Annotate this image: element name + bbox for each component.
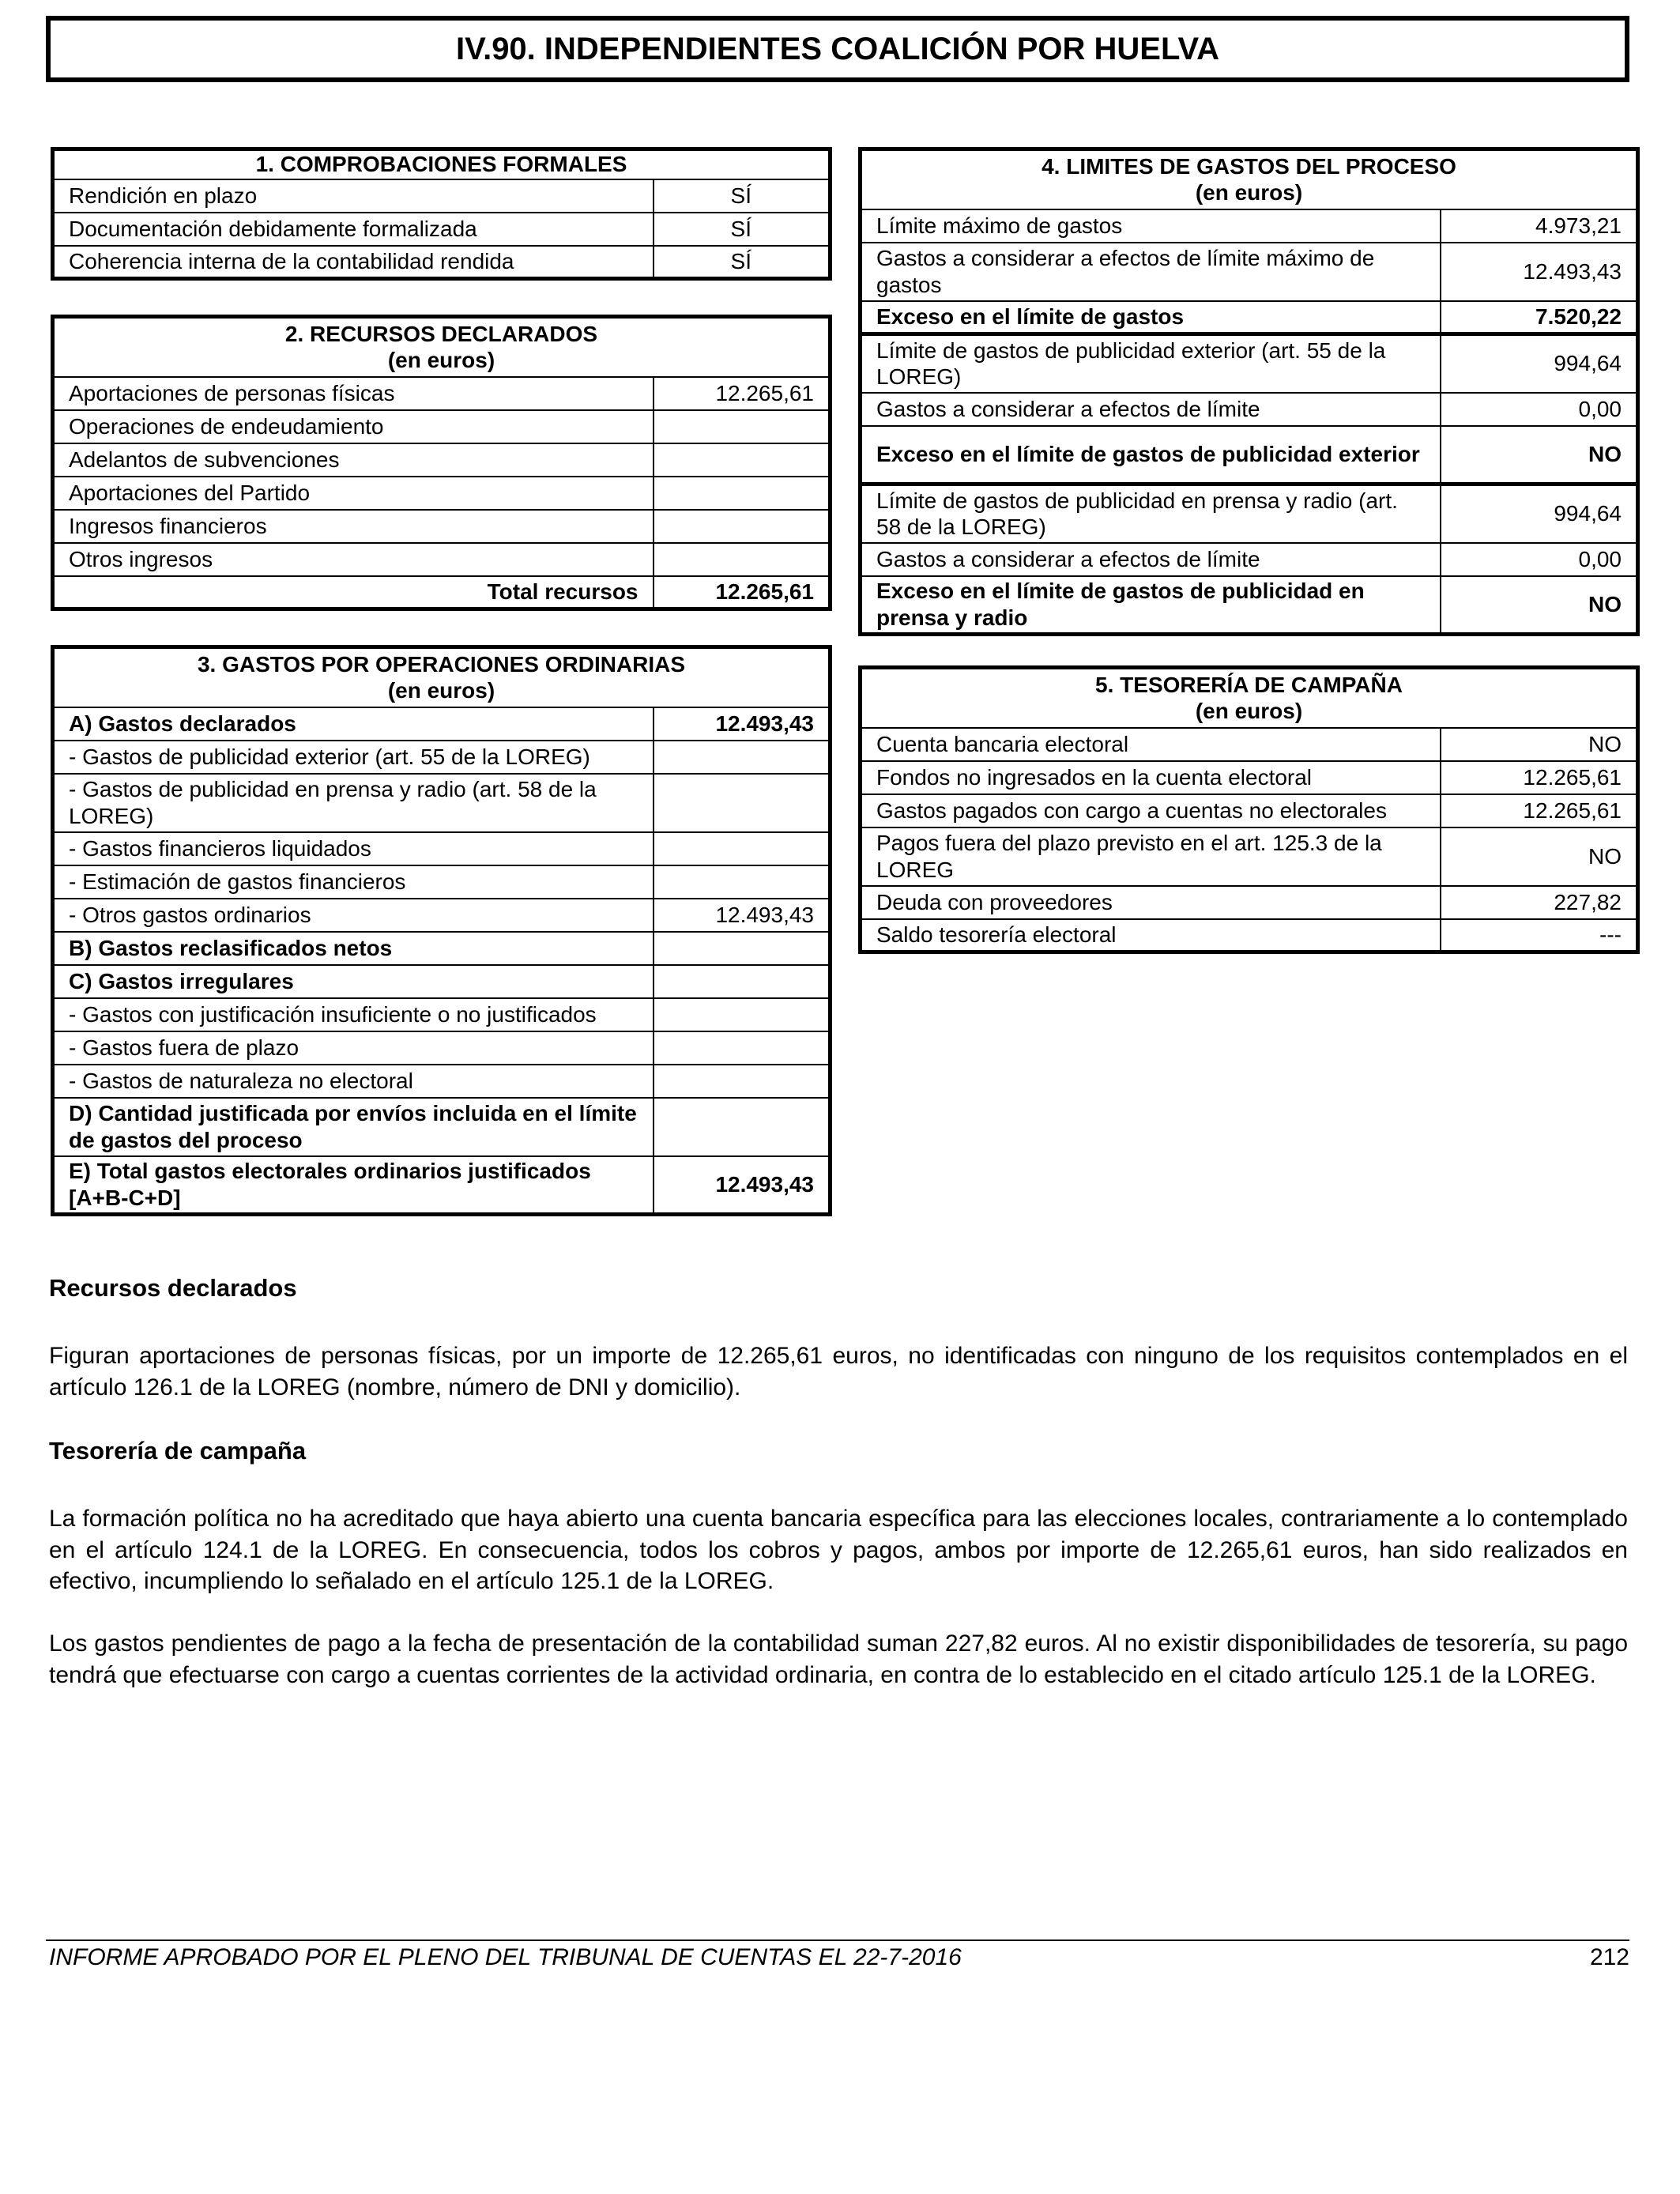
table-row: D) Cantidad justificada por envíos incluida en el límite de gastos del proceso bbox=[53, 1098, 831, 1156]
table-row: Aportaciones de personas físicas 12.265,61 bbox=[53, 377, 831, 410]
table-row: A) Gastos declarados 12.493,43 bbox=[53, 707, 831, 741]
table-row: Adelantos de subvenciones bbox=[53, 443, 831, 477]
table-row: Rendición en plazo SÍ bbox=[53, 179, 831, 213]
table-row: Exceso en el límite de gastos 7.520,22 bbox=[861, 301, 1638, 334]
paragraph-recursos: Figuran aportaciones de personas físicas, por un importe de 12.265,61 euros, no identificadas con ninguno de los requisitos contemplados en el artículo 126.1 de la LOREG (nombre, número de DNI y domicilio). bbox=[49, 1343, 1628, 1400]
table-row: Operaciones de endeudamiento bbox=[53, 410, 831, 443]
table-row: Exceso en el límite de gastos de publicidad en prensa y radio NO bbox=[861, 576, 1638, 635]
table-row: - Gastos con justificación insuficiente o no justificados bbox=[53, 998, 831, 1031]
table-row: B) Gastos reclasificados netos bbox=[53, 932, 831, 965]
table-row: Fondos no ingresados en la cuenta electoral 12.265,61 bbox=[861, 761, 1638, 794]
table-row: - Gastos fuera de plazo bbox=[53, 1031, 831, 1065]
table-row: Gastos a considerar a efectos de límite 0,00 bbox=[861, 543, 1638, 576]
table-row: Documentación debidamente formalizada SÍ bbox=[53, 213, 831, 246]
table-row: C) Gastos irregulares bbox=[53, 965, 831, 998]
section-heading-recursos: Recursos declarados bbox=[49, 1274, 297, 1302]
table-row: - Gastos de naturaleza no electoral bbox=[53, 1065, 831, 1098]
table-row: Límite de gastos de publicidad exterior (art. 55 de la LOREG) 994,64 bbox=[861, 334, 1638, 393]
gastos-ordinarios-table bbox=[51, 645, 832, 1216]
footer-divider bbox=[46, 1940, 1629, 1941]
total-row: Total recursos 12.265,61 bbox=[53, 576, 831, 609]
table-header: 3. GASTOS POR OPERACIONES ORDINARIAS (en euros) bbox=[53, 647, 831, 707]
paragraph-tesoreria-2: Los gastos pendientes de pago a la fecha de presentación de la contabilidad suman 227,82 euros. Al no existir disponibilidades de tesorería, su pago tendrá que efectuarse con cargo a cuentas corrientes de la actividad ordinaria, en contra de lo establecido en el citado artículo 125.1 de la LOREG. bbox=[49, 1630, 1628, 1688]
table-header: 2. RECURSOS DECLARADOS (en euros) bbox=[53, 317, 831, 377]
table-row: Cuenta bancaria electoral NO bbox=[861, 728, 1638, 761]
table-row: - Gastos de publicidad exterior (art. 55 de la LOREG) bbox=[53, 741, 831, 774]
table-row: - Gastos financieros liquidados bbox=[53, 832, 831, 865]
page-title: IV.90. INDEPENDIENTES COALICIÓN POR HUELVA bbox=[46, 16, 1629, 82]
table-row: - Gastos de publicidad en prensa y radio (art. 58 de la LOREG) bbox=[53, 774, 831, 832]
table-row: - Estimación de gastos financieros bbox=[53, 865, 831, 899]
table-row: Exceso en el límite de gastos de publicidad exterior NO bbox=[861, 426, 1638, 484]
table-row: Ingresos financieros bbox=[53, 510, 831, 543]
table-row: Límite de gastos de publicidad en prensa y radio (art. 58 de la LOREG) 994,64 bbox=[861, 484, 1638, 543]
table-row: Aportaciones del Partido bbox=[53, 477, 831, 510]
table-header: 4. LIMITES DE GASTOS DEL PROCESO (en euros) bbox=[861, 149, 1638, 209]
table-row: E) Total gastos electorales ordinarios justificados [A+B-C+D] 12.493,43 bbox=[53, 1156, 831, 1215]
table-row: Límite máximo de gastos 4.973,21 bbox=[861, 209, 1638, 243]
section-heading-tesoreria: Tesorería de campaña bbox=[49, 1437, 307, 1465]
table-row: Otros ingresos bbox=[53, 543, 831, 576]
footer-text: INFORME APROBADO POR EL PLENO DEL TRIBUNAL DE CUENTAS EL 22-7-2016 bbox=[49, 1944, 962, 1970]
table-header: 5. TESORERÍA DE CAMPAÑA (en euros) bbox=[861, 668, 1638, 728]
table-row: Gastos pagados con cargo a cuentas no electorales 12.265,61 bbox=[861, 794, 1638, 827]
table-row: Gastos a considerar a efectos de límite 0,00 bbox=[861, 393, 1638, 426]
limites-gastos-table bbox=[858, 147, 1640, 636]
table-row: Saldo tesorería electoral --- bbox=[861, 919, 1638, 952]
table-row: Pagos fuera del plazo previsto en el art. 125.3 de la LOREG NO bbox=[861, 827, 1638, 886]
table-header: 1. COMPROBACIONES FORMALES bbox=[53, 149, 831, 179]
table-row: - Otros gastos ordinarios 12.493,43 bbox=[53, 899, 831, 932]
recursos-declarados-table bbox=[51, 315, 832, 611]
tesoreria-campana-table bbox=[858, 665, 1640, 954]
table-row: Deuda con proveedores 227,82 bbox=[861, 886, 1638, 919]
paragraph-tesoreria-1: La formación política no ha acreditado que haya abierto una cuenta bancaria específica para las elecciones locales, contrariamente a lo contemplado en el artículo 124.1 de la LOREG. En consecuencia, todos los cobros y pagos, ambos por importe de 12.265,61 euros, han sido realizados en efectivo, incumpliendo lo señalado en el artículo 125.1 de la LOREG. bbox=[49, 1506, 1628, 1595]
comprobaciones-formales-table bbox=[51, 147, 832, 281]
page-number: 212 bbox=[1589, 1944, 1629, 1970]
table-row: Coherencia interna de la contabilidad rendida SÍ bbox=[53, 246, 831, 279]
table-row: Gastos a considerar a efectos de límite máximo de gastos 12.493,43 bbox=[861, 243, 1638, 301]
